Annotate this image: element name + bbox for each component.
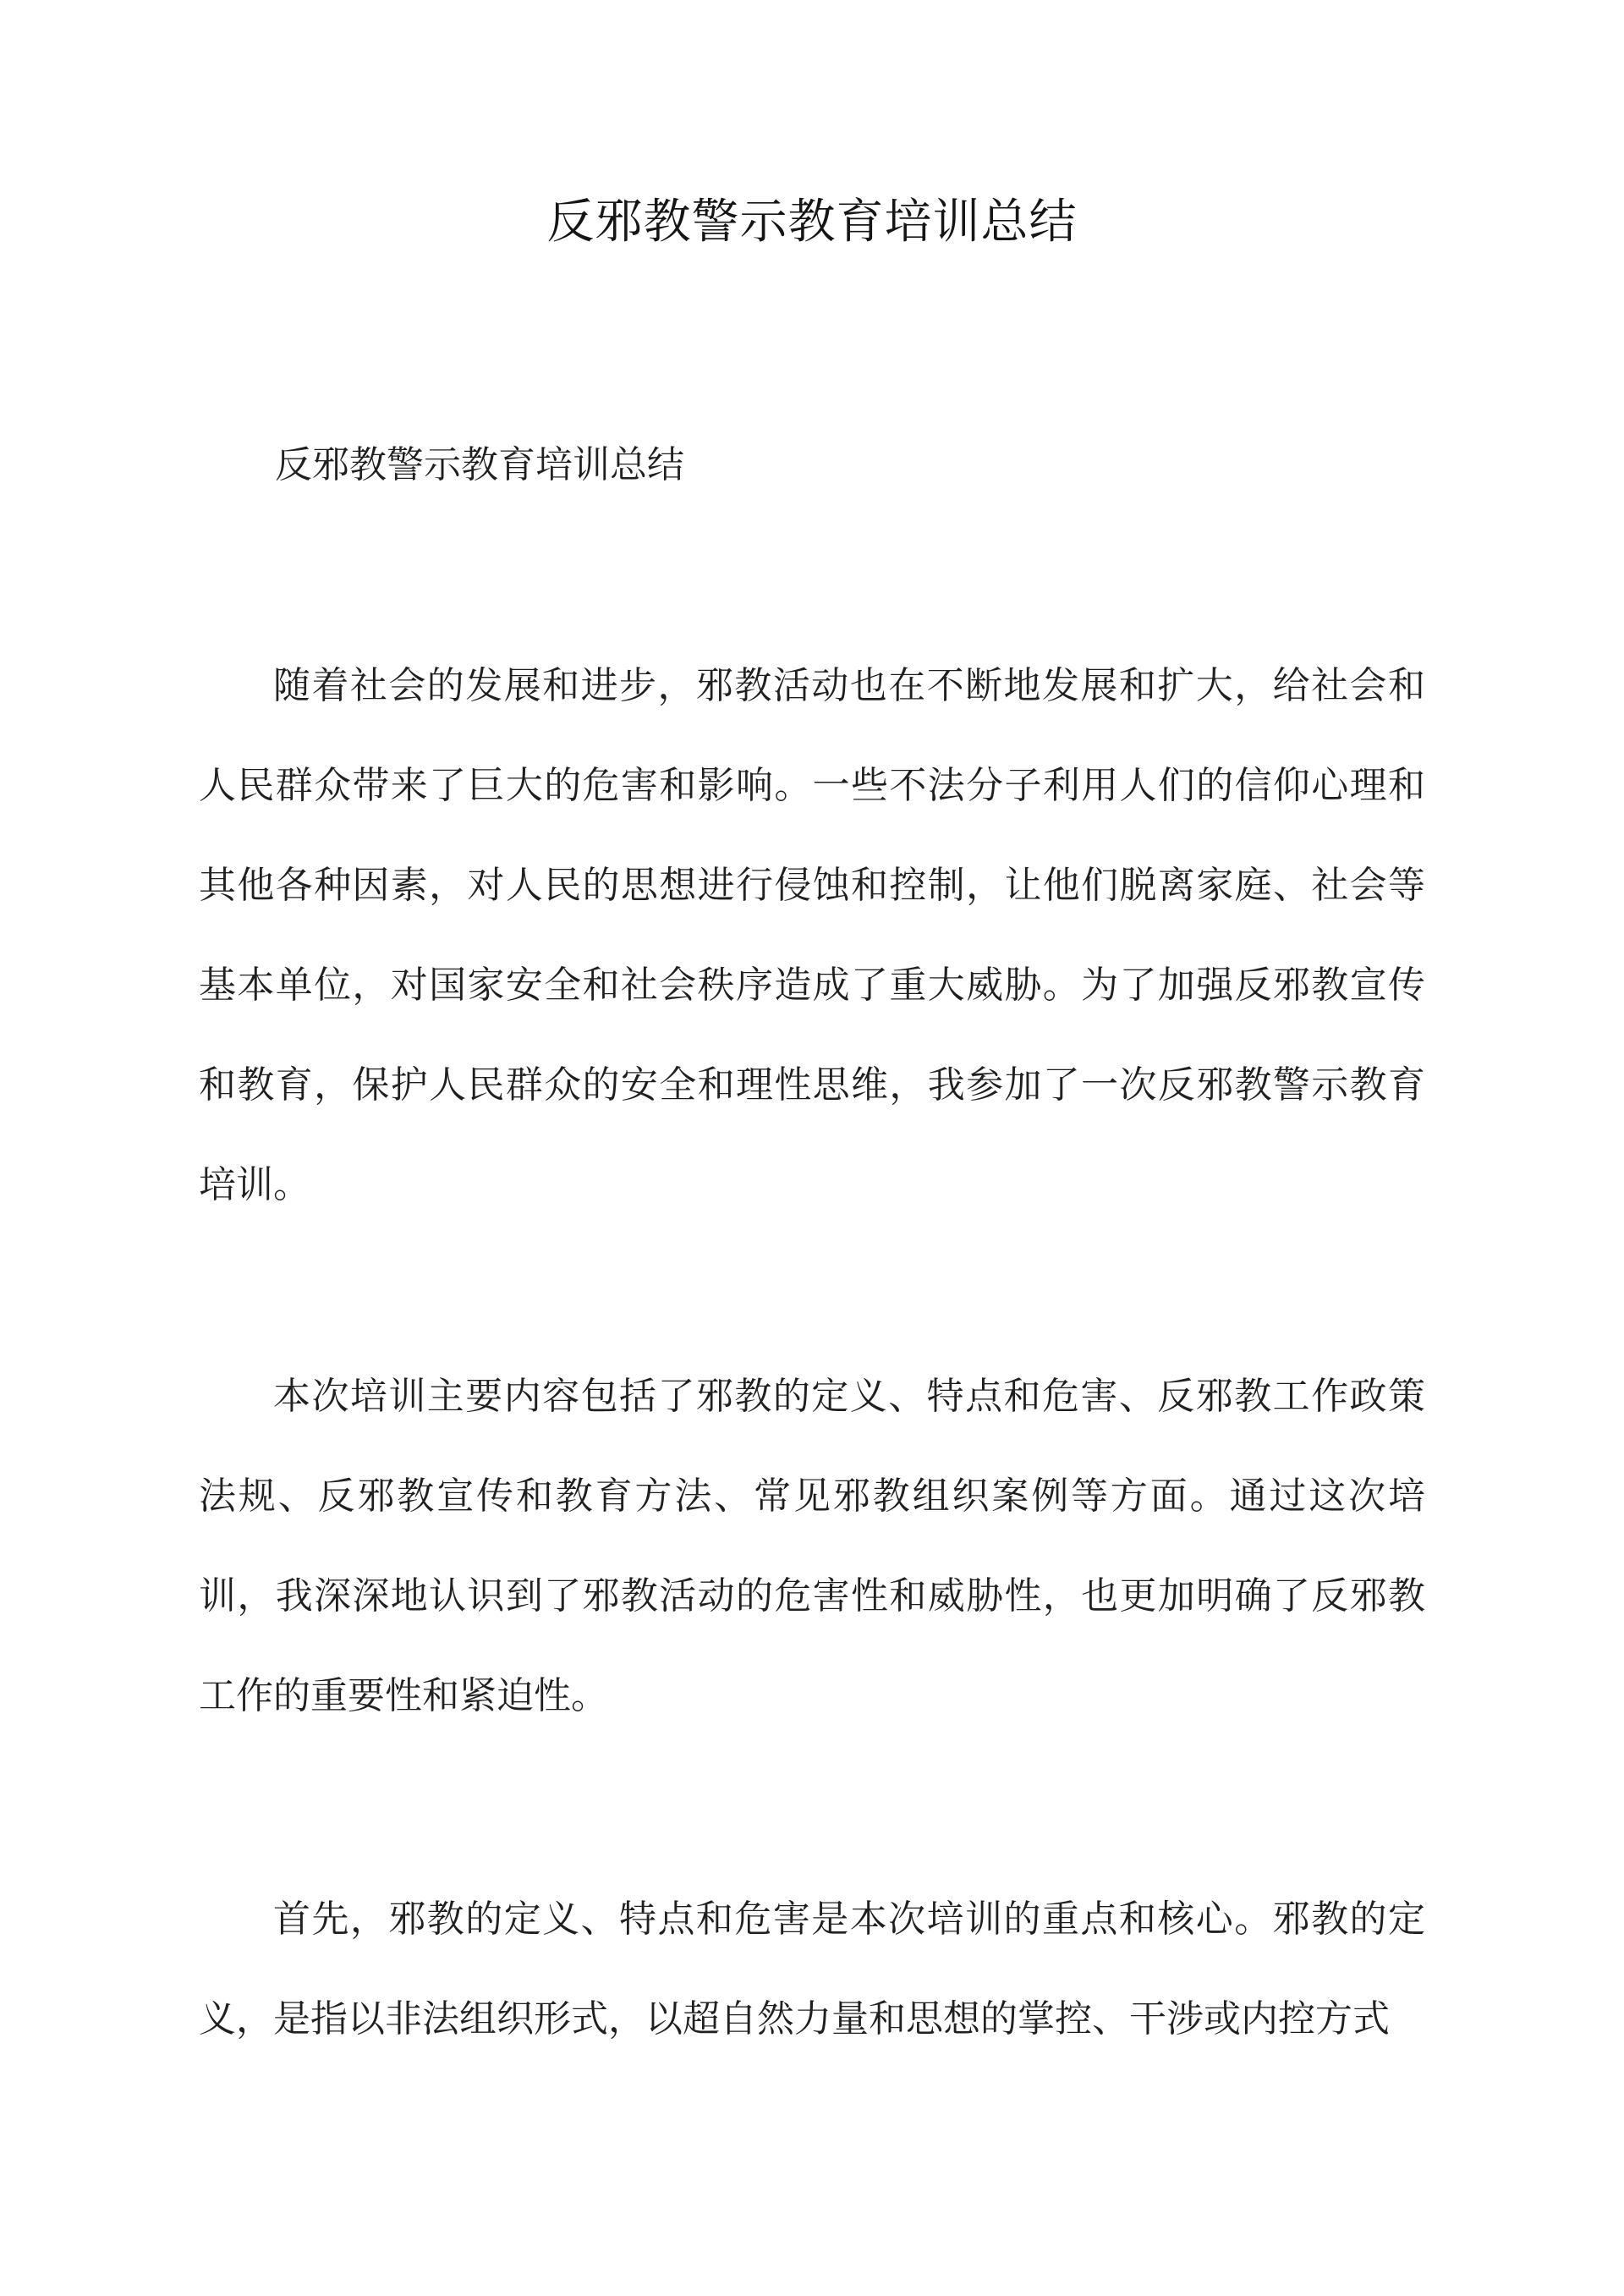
paragraph-3: 首先，邪教的定义、特点和危害是本次培训的重点和核心。邪教的定义，是指以非法组织形式，以超自然力量和思想的掌控、干涉或内控方式: [199, 1898, 1425, 2041]
paragraph-1: 随着社会的发展和进步，邪教活动也在不断地发展和扩大，给社会和人民群众带来了巨大的危害和影响。一些不法分子利用人们的信仰心理和其他各种因素，对人民的思想进行侵蚀和控制，让他们脱离家庭、社会等基本单位，对国家安全和社会秩序造成了重大威胁。为了加强反邪教宣传和教育，保护人民群众的安全和理性思维，我参加了一次反邪教警示教育培训。: [199, 664, 1425, 1206]
paragraph-2: 本次培训主要内容包括了邪教的定义、特点和危害、反邪教工作政策法规、反邪教宣传和教育方法、常见邪教组织案例等方面。通过这次培训，我深深地认识到了邪教活动的危害性和威胁性，也更加明确了反邪教工作的重要性和紧迫性。: [199, 1375, 1425, 1717]
document-title: 反邪教警示教育培训总结: [546, 195, 1078, 250]
document-subtitle: 反邪教警示教育培训总结: [275, 443, 684, 486]
